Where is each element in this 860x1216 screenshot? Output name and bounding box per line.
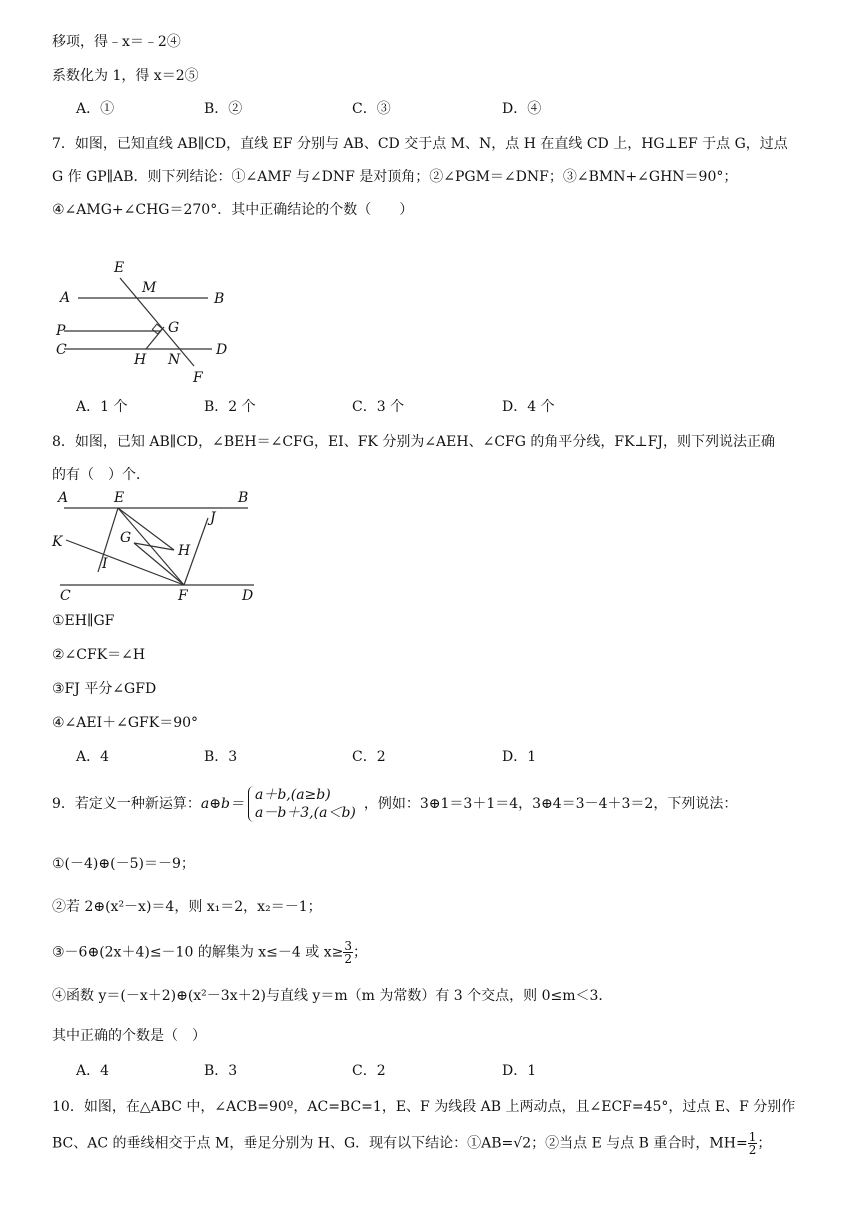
option-a: A．4: [76, 749, 110, 765]
label-f: F: [178, 588, 188, 604]
answer-options: [76, 397, 776, 417]
option-c: C．3 个: [352, 399, 405, 415]
q9-item: ①(－4)⊕(－5)＝－9；: [52, 856, 195, 872]
label-d: D: [216, 342, 228, 358]
option-c: C．2: [352, 1063, 386, 1079]
option-b: B．2 个: [204, 399, 256, 415]
q8-item: ①EH∥GF: [52, 613, 115, 629]
q9-item3-end: ；: [352, 944, 367, 961]
answer-options: [76, 747, 776, 767]
fraction-num: 3: [344, 939, 352, 953]
label-m: M: [142, 280, 157, 296]
label-b: B: [238, 490, 249, 506]
q9-item: ②若 2⊕(x²－x)＝4，则 x₁＝2，x₂＝－1；: [52, 899, 322, 915]
option-d: D．1: [502, 1063, 537, 1079]
label-e: E: [114, 490, 125, 506]
label-k: K: [52, 534, 63, 550]
label-p: P: [56, 323, 66, 339]
fraction-den: 2: [344, 952, 352, 966]
fraction: [748, 1131, 758, 1156]
label-c: C: [56, 342, 67, 358]
label-c: C: [60, 588, 71, 604]
fraction-den: 2: [748, 1143, 757, 1157]
q9-item3-text: ③－6⊕(2x＋4)≤－10 的解集为 x≤－4 或 x≥: [52, 944, 344, 961]
q7-stem-line: G 作 GP∥AB．则下列结论：①∠AMF 与∠DNF 是对顶角；②∠PGM＝∠DNF；③∠BMN+∠GHN＝90°；: [52, 169, 738, 185]
q10-line2-end: ；: [757, 1135, 772, 1152]
q9-example: ，例如：3⊕1＝3＋1＝4，3⊕4＝3－4＋3＝2，下列说法：: [363, 796, 738, 812]
answer-options: [76, 1061, 776, 1081]
fraction-num: 1: [748, 1130, 757, 1144]
option-d: D．④: [502, 101, 542, 117]
label-d: D: [242, 588, 254, 604]
option-c: C．③: [352, 101, 391, 117]
label-h: H: [134, 352, 147, 368]
q10-stem-line: [52, 1131, 771, 1156]
option-a: A．1 个: [76, 399, 128, 415]
label-n: N: [168, 352, 181, 368]
case-1: a＋b,(a≥b): [254, 787, 331, 803]
label-h: H: [178, 543, 191, 559]
label-g: G: [168, 320, 180, 336]
option-c: C．2: [352, 749, 386, 765]
q9-item: ④函数 y＝(－x＋2)⊕(x²－3x＋2)与直线 y＝m（m 为常数）有 3 个交点，则 0≤m＜3．: [52, 988, 613, 1004]
option-b: B．3: [204, 1063, 238, 1079]
q7-stem-line: ④∠AMG+∠CHG＝270°．其中正确结论的个数（ ）: [52, 202, 414, 218]
q9-item: [52, 940, 367, 965]
q9-def-lhs: a⊕b＝: [200, 796, 244, 812]
q10-stem-line: 10．如图，在△ABC 中，∠ACB=90º，AC=BC=1，E、F 为线段 AB 上两动点，且∠ECF=45°，过点 E、F 分别作: [52, 1099, 796, 1115]
q8-figure: [48, 488, 268, 606]
label-a: A: [58, 490, 69, 506]
option-a: A．①: [76, 101, 115, 117]
option-b: B．②: [204, 101, 243, 117]
q9-intro: 9．若定义一种新运算：: [52, 796, 201, 812]
q9-ask: 其中正确的个数是（ ）: [52, 1028, 206, 1044]
q8-stem-line: 8．如图，已知 AB∥CD，∠BEH＝∠CFG，EI、FK 分别为∠AEH、∠CFG 的角平分线，FK⊥FJ，则下列说法正确: [52, 434, 776, 450]
q7-stem-line: 7．如图，已知直线 AB∥CD，直线 EF 分别与 AB、CD 交于点 M、N，点 H 在直线 CD 上，HG⊥EF 于点 G，过点: [52, 136, 788, 152]
label-j: J: [210, 510, 216, 526]
q9-definition: [52, 786, 737, 822]
piecewise-brace: [248, 786, 360, 822]
text-line: 移项，得﹣x＝﹣2④: [52, 34, 181, 50]
label-e: E: [114, 260, 125, 276]
label-b: B: [214, 291, 225, 307]
text-line: 系数化为 1，得 x＝2⑤: [52, 68, 199, 84]
q8-item: ④∠AEI＋∠GFK＝90°: [52, 715, 199, 731]
q7-figure: [48, 256, 248, 386]
label-g: G: [120, 530, 132, 546]
fraction: [343, 940, 353, 965]
q8-item: ③FJ 平分∠GFD: [52, 681, 157, 697]
option-d: D．4 个: [502, 399, 555, 415]
q8-item: ②∠CFK＝∠H: [52, 647, 146, 663]
option-d: D．1: [502, 749, 537, 765]
q10-line2-text: BC、AC 的垂线相交于点 M，垂足分别为 H、G．现有以下结论：①AB=√2；②当点 E 与点 B 重合时，MH=: [52, 1135, 748, 1152]
option-a: A．4: [76, 1063, 110, 1079]
label-f: F: [193, 370, 203, 386]
option-b: B．3: [204, 749, 238, 765]
answer-options: [76, 99, 776, 119]
label-a: A: [60, 290, 71, 306]
label-i: I: [102, 556, 108, 572]
case-2: a－b＋3,(a＜b): [254, 805, 356, 821]
q8-stem-line: 的有（ ）个．: [52, 467, 150, 483]
